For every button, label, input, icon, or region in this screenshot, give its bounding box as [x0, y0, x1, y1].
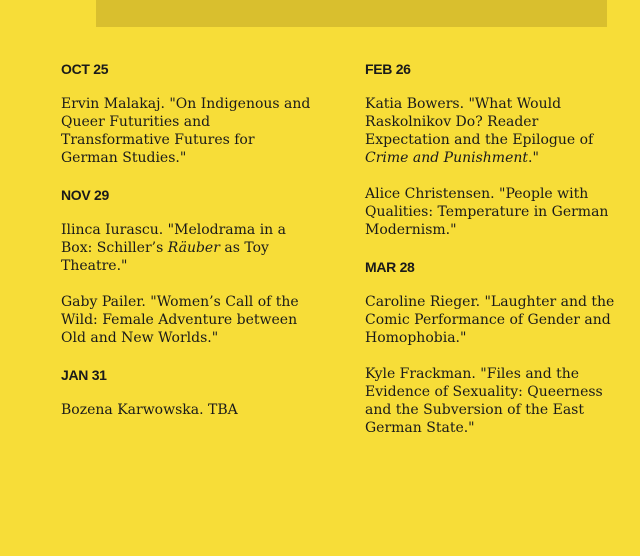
talk-entry: Alice Christensen. "People with Qualities: Temperature in German Modernism." — [365, 186, 609, 238]
top-color-band — [96, 0, 607, 27]
work-title: Räuber — [167, 240, 220, 256]
work-title: Crime and Punishment — [365, 150, 529, 166]
date-heading: OCT 25 — [61, 61, 109, 77]
section-mar — [365, 259, 615, 437]
date-heading: MAR 28 — [365, 259, 415, 275]
talk-entry: Ervin Malakaj. "On Indigenous and Queer Futurities and Transformative Futures for German Studies." — [61, 96, 311, 166]
talk-entry: Bozena Karwowska. TBA — [61, 402, 238, 418]
talk-text: as Toy Theatre." — [61, 240, 269, 274]
talk-text: Ilinca Iurascu. "Melodrama in a Box: Schiller’s — [61, 222, 286, 256]
section-feb — [365, 61, 615, 239]
date-heading: NOV 29 — [61, 187, 109, 203]
talk-text: ." — [528, 150, 539, 166]
talk-text: Katia Bowers. "What Would Raskolnikov Do? Reader Expectation and the Epilogue of — [365, 96, 594, 148]
date-heading: JAN 31 — [61, 367, 107, 383]
section-oct — [61, 61, 311, 167]
date-heading: FEB 26 — [365, 61, 411, 77]
right-schedule-column — [365, 61, 615, 437]
talk-entry: Gaby Pailer. "Women’s Call of the Wild: Female Adventure between Old and New Worlds." — [61, 294, 299, 346]
left-schedule-column — [61, 61, 311, 419]
section-nov — [61, 187, 311, 347]
talk-entry: Kyle Frackman. "Files and the Evidence of Sexuality: Queerness and the Subversion of the East German State." — [365, 366, 603, 436]
talk-entry — [365, 95, 615, 167]
talk-entry — [61, 221, 311, 275]
talk-entry: Caroline Rieger. "Laughter and the Comic Performance of Gender and Homophobia." — [365, 294, 615, 346]
section-jan — [61, 367, 311, 419]
